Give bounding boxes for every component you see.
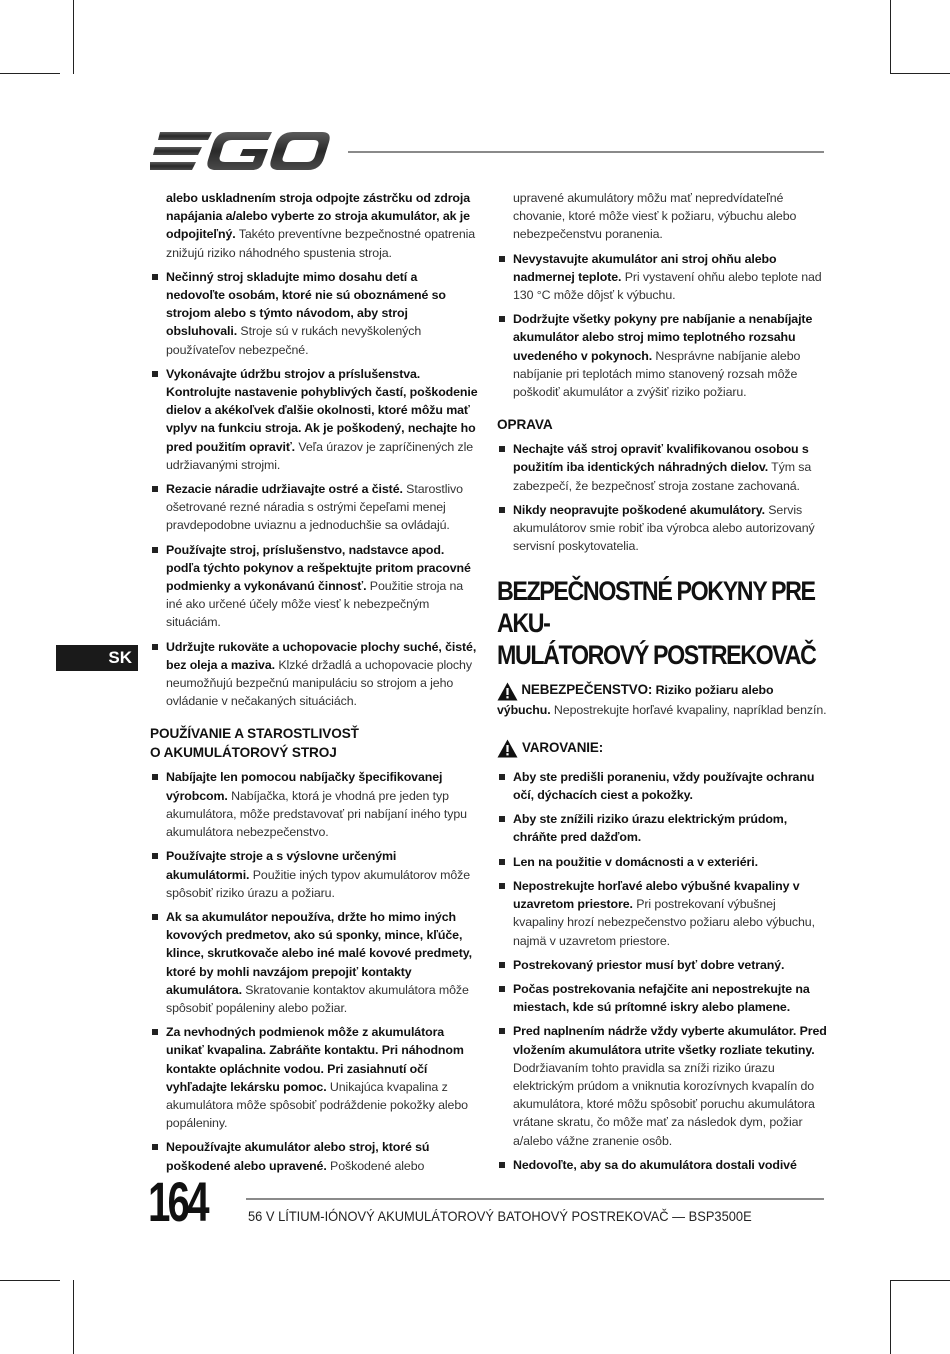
bold-text: Nečinný stroj skladujte mimo dosahu detí a nedovoľte osobám, ktoré nie sú oboznámené so strojom alebo s týmto návodom, aby stroj obsluhovali. [166, 269, 446, 339]
list-item [150, 638, 478, 711]
list-item [150, 908, 478, 1017]
list-item [150, 480, 478, 535]
intro-paragraph [150, 189, 478, 262]
list-item [497, 810, 827, 846]
list-item [497, 877, 827, 950]
body-text: Nabíjačka, ktorá je vhodná pre jeden typ akumulátora, môže predstavovať pri nabíjaní iného typu akumulátora nebezpečenstvo. [166, 788, 467, 840]
body-text: Starostlivo ošetrované rezné náradia s ostrými čepeľami menej pravdepodobne uviaznu a jednoduchšie sa ovládajú. [166, 482, 463, 533]
list-item [497, 440, 827, 495]
list-item [150, 541, 478, 632]
list-item [497, 501, 827, 556]
heading-line: POUŽÍVANIE A STAROSTLIVOSŤ [150, 726, 359, 742]
bold-text: Za nevhodných podmienok môže z akumulátora unikať kvapalina. Zabráňte kontaktu. Pri náhodnom kontakte opláchnite vodou. Pri zasiahnutí očí vyhľadajte lekársku pomoc. [166, 1025, 464, 1094]
list-item [150, 847, 478, 902]
header-rule [348, 151, 824, 153]
left-column [150, 189, 478, 1181]
bold-text: Nikdy neopravujte poškodené akumulátory. [513, 502, 765, 517]
bold-text: Nechajte váš stroj opraviť kvalifikovanou osobou s použitím iba identických náhradných dielov. [513, 442, 809, 475]
body-text: Klzké držadlá a uchopovacie plochy neumožňujú bezpečnú manipuláciu so strojom a jeho ovládanie v nečakaných situáciách. [166, 657, 472, 709]
warning-triangle-icon [497, 739, 518, 758]
list-item [497, 956, 827, 974]
body-text: Takéto preventívne bezpečnostné opatrenia znižujú riziko náhodného spustenia stroja. [166, 227, 476, 260]
bold-text: Riziko požiaru alebo výbuchu. [497, 683, 774, 717]
list-item [497, 1156, 827, 1174]
bold-text: alebo uskladnením stroja odpojte zástrčku od zdroja napájania a/alebo vyberte zo stroja akumulátor, ak je odpojiteľný. [166, 191, 471, 242]
bold-text: Používajte stroje a s výslovne určenými akumulátormi. [166, 849, 397, 882]
danger-notice [497, 681, 827, 718]
crop-mark [0, 73, 60, 74]
heading-line: O AKUMULÁTOROVÝ STROJ [150, 745, 337, 761]
crop-mark [890, 1280, 891, 1354]
body-text: Stroje sú v rukách nevyškolených používateľov nebezpečné. [166, 324, 422, 357]
bold-text: Počas postrekovania nefajčite ani nepostrekujte na miestach, kde sú prítomné iskry alebo plamene. [513, 981, 810, 1015]
bold-text: Nepoužívajte akumulátor alebo stroj, ktoré sú poškodené alebo upravené. [166, 1140, 430, 1173]
body-text: Pri postrekovaní výbušnej kvapaliny hrozí nebezpečenstvo požiaru alebo výbuchu, najmä v uzavretom priestore. [513, 897, 815, 948]
body-text: Poškodené alebo [326, 1158, 425, 1173]
body-text: Tým sa zabezpečí, že bezpečnosť stroja zostane zachovaná. [513, 460, 812, 493]
crop-mark [73, 0, 74, 74]
crop-mark [0, 1280, 60, 1281]
bold-text: Pred naplnením nádrže vždy vyberte akumulátor. Pred vložením akumulátora utrite všetky rozliate tekutiny. [513, 1024, 827, 1057]
warning-label: VAROVANIE: [522, 740, 604, 756]
main-section-heading [497, 575, 827, 671]
list-item [497, 1022, 827, 1149]
list-item [497, 853, 827, 871]
bold-text: Nevystavujte akumulátor ani stroj ohňu alebo nadmernej teplote. [513, 251, 777, 284]
bold-text: Postrekovaný priestor musí byť dobre vetraný. [513, 957, 785, 972]
language-tab: SK [56, 645, 138, 671]
crop-mark [890, 73, 950, 74]
heading-line: MULÁTOROVÝ POSTREKOVAČ [497, 640, 816, 671]
bold-text: Nedovoľte, aby sa do akumulátora dostali vodivé [513, 1157, 797, 1172]
section-heading-battery [150, 724, 478, 762]
list-item [150, 768, 478, 841]
list-item [497, 980, 827, 1016]
section-heading-repair: OPRAVA [497, 417, 553, 433]
footer-rule [246, 1198, 824, 1200]
body-text: Skratovanie kontaktov akumulátora môže spôsobiť popáleniny alebo požiar. [166, 982, 469, 1015]
list-item [497, 310, 827, 401]
warning-notice [497, 739, 827, 758]
body-text: Použitie iných typov akumulátorov môže spôsobiť riziko úrazu a požiaru. [166, 867, 471, 900]
crop-mark [890, 1280, 950, 1281]
danger-label: NEBEZPEČENSTVO: [521, 682, 653, 698]
bold-text: Ak sa akumulátor nepoužíva, držte ho mimo iných kovových predmetov, ako sú sponky, mince, kľúče, klince, skrutkovače alebo iné malé kovové predmety, ktoré by mohli navzájom prepojiť kontakty akumulátora. [166, 909, 472, 997]
body-text: Použitie stroja na iné ako určené účely môže viesť k nebezpečným situáciám. [166, 579, 464, 630]
body-text: upravené akumulátory môžu mať nepredvídateľné chovanie, ktoré môže viesť k požiaru, výbuchu alebo nebezpečenstvu poranenia. [513, 191, 797, 242]
warning-triangle-icon [497, 682, 518, 701]
body-text: Veľa úrazov je zapríčinených zle udržiavanými strojmi. [166, 439, 474, 472]
body-text: Servis akumulátorov smie robiť iba výrobca alebo autorizovaný servisní poskytovatelia. [513, 502, 815, 554]
bold-text: Udržujte rukoväte a uchopovacie plochy suché, čisté, bez oleja a maziva. [166, 639, 477, 672]
ego-logo [150, 130, 330, 172]
heading-line: BEZPEČNOSTNÉ POKYNY PRE AKU- [497, 576, 815, 639]
crop-mark [890, 0, 891, 74]
bold-text: Nabíjajte len pomocou nabíjačky špecifikovanej výrobcom. [166, 770, 443, 803]
page-number: 164 [148, 1170, 207, 1233]
bold-text: Dodržujte všetky pokyny pre nabíjanie a nenabíjajte akumulátor alebo stroj mimo teplotného rozsahu uvedeného v pokynoch. [513, 312, 813, 363]
continuation-paragraph [497, 189, 827, 244]
body-text: Dodržiavaním tohto pravidla sa zníži riziko úrazu elektrickým prúdom a vniknutia korozívnych kvapalín do akumulátora, ktoré môžu spôsobiť poruchu akumulátora vrátane skratu, čo môže mať za následok dym, požiar a/alebo vážne zranenie osôb. [513, 1060, 815, 1148]
list-item [150, 1023, 478, 1132]
bold-text: Aby ste predišli poraneniu, vždy používajte ochranu očí, dýchacích ciest a pokožky. [513, 769, 815, 803]
bold-text: Vykonávajte údržbu strojov a príslušenstva. Kontrolujte nastavenie pohyblivých častí, poškodenie dielov a akékoľvek ďalšie okolnosti, ktoré môžu mať vplyv na funkciu stroja. Ak je poškodený, nechajte ho pred použitím opraviť. [166, 366, 478, 454]
bold-text: Nepostrekujte horľavé alebo výbušné kvapaliny v uzavretom priestore. [513, 878, 800, 912]
body-text: Unikajúca kvapalina z akumulátora môže spôsobiť podráždenie pokožky alebo popáleniny. [166, 1079, 468, 1131]
body-text: Pri vystavení ohňu alebo teplote nad 130 °C môže dôjsť k výbuchu. [513, 269, 822, 303]
bold-text: Aby ste znížili riziko úrazu elektrickým prúdom, chráňte pred dažďom. [513, 812, 788, 845]
footer-title: 56 V LÍTIUM-IÓNOVÝ AKUMULÁTOROVÝ BATOHOVÝ POSTREKOVAČ — BSP3500E [248, 1208, 752, 1224]
list-item [497, 250, 827, 305]
bold-text: Len na použitie v domácnosti a v exteriéri. [513, 854, 758, 869]
right-column [497, 189, 827, 1180]
body-text: Nesprávne nabíjanie alebo nabíjanie pri teplotách mimo stanovený rozsah môže poškodiť akumulátor a zvýšiť riziko požiaru. [513, 348, 801, 400]
list-item [150, 365, 478, 474]
body-text: Nepostrekujte horľavé kvapaliny, napríklad benzín. [550, 702, 827, 717]
crop-mark [73, 1280, 74, 1354]
bold-text: Rezacie náradie udržiavajte ostré a čisté. [166, 482, 403, 497]
bold-text: Používajte stroj, príslušenstvo, nadstavce apod. podľa týchto pokynov a rešpektujte pritom pracovné podmienky a vykonávanú činnosť. [166, 542, 471, 594]
list-item [497, 768, 827, 804]
list-item [150, 268, 478, 359]
